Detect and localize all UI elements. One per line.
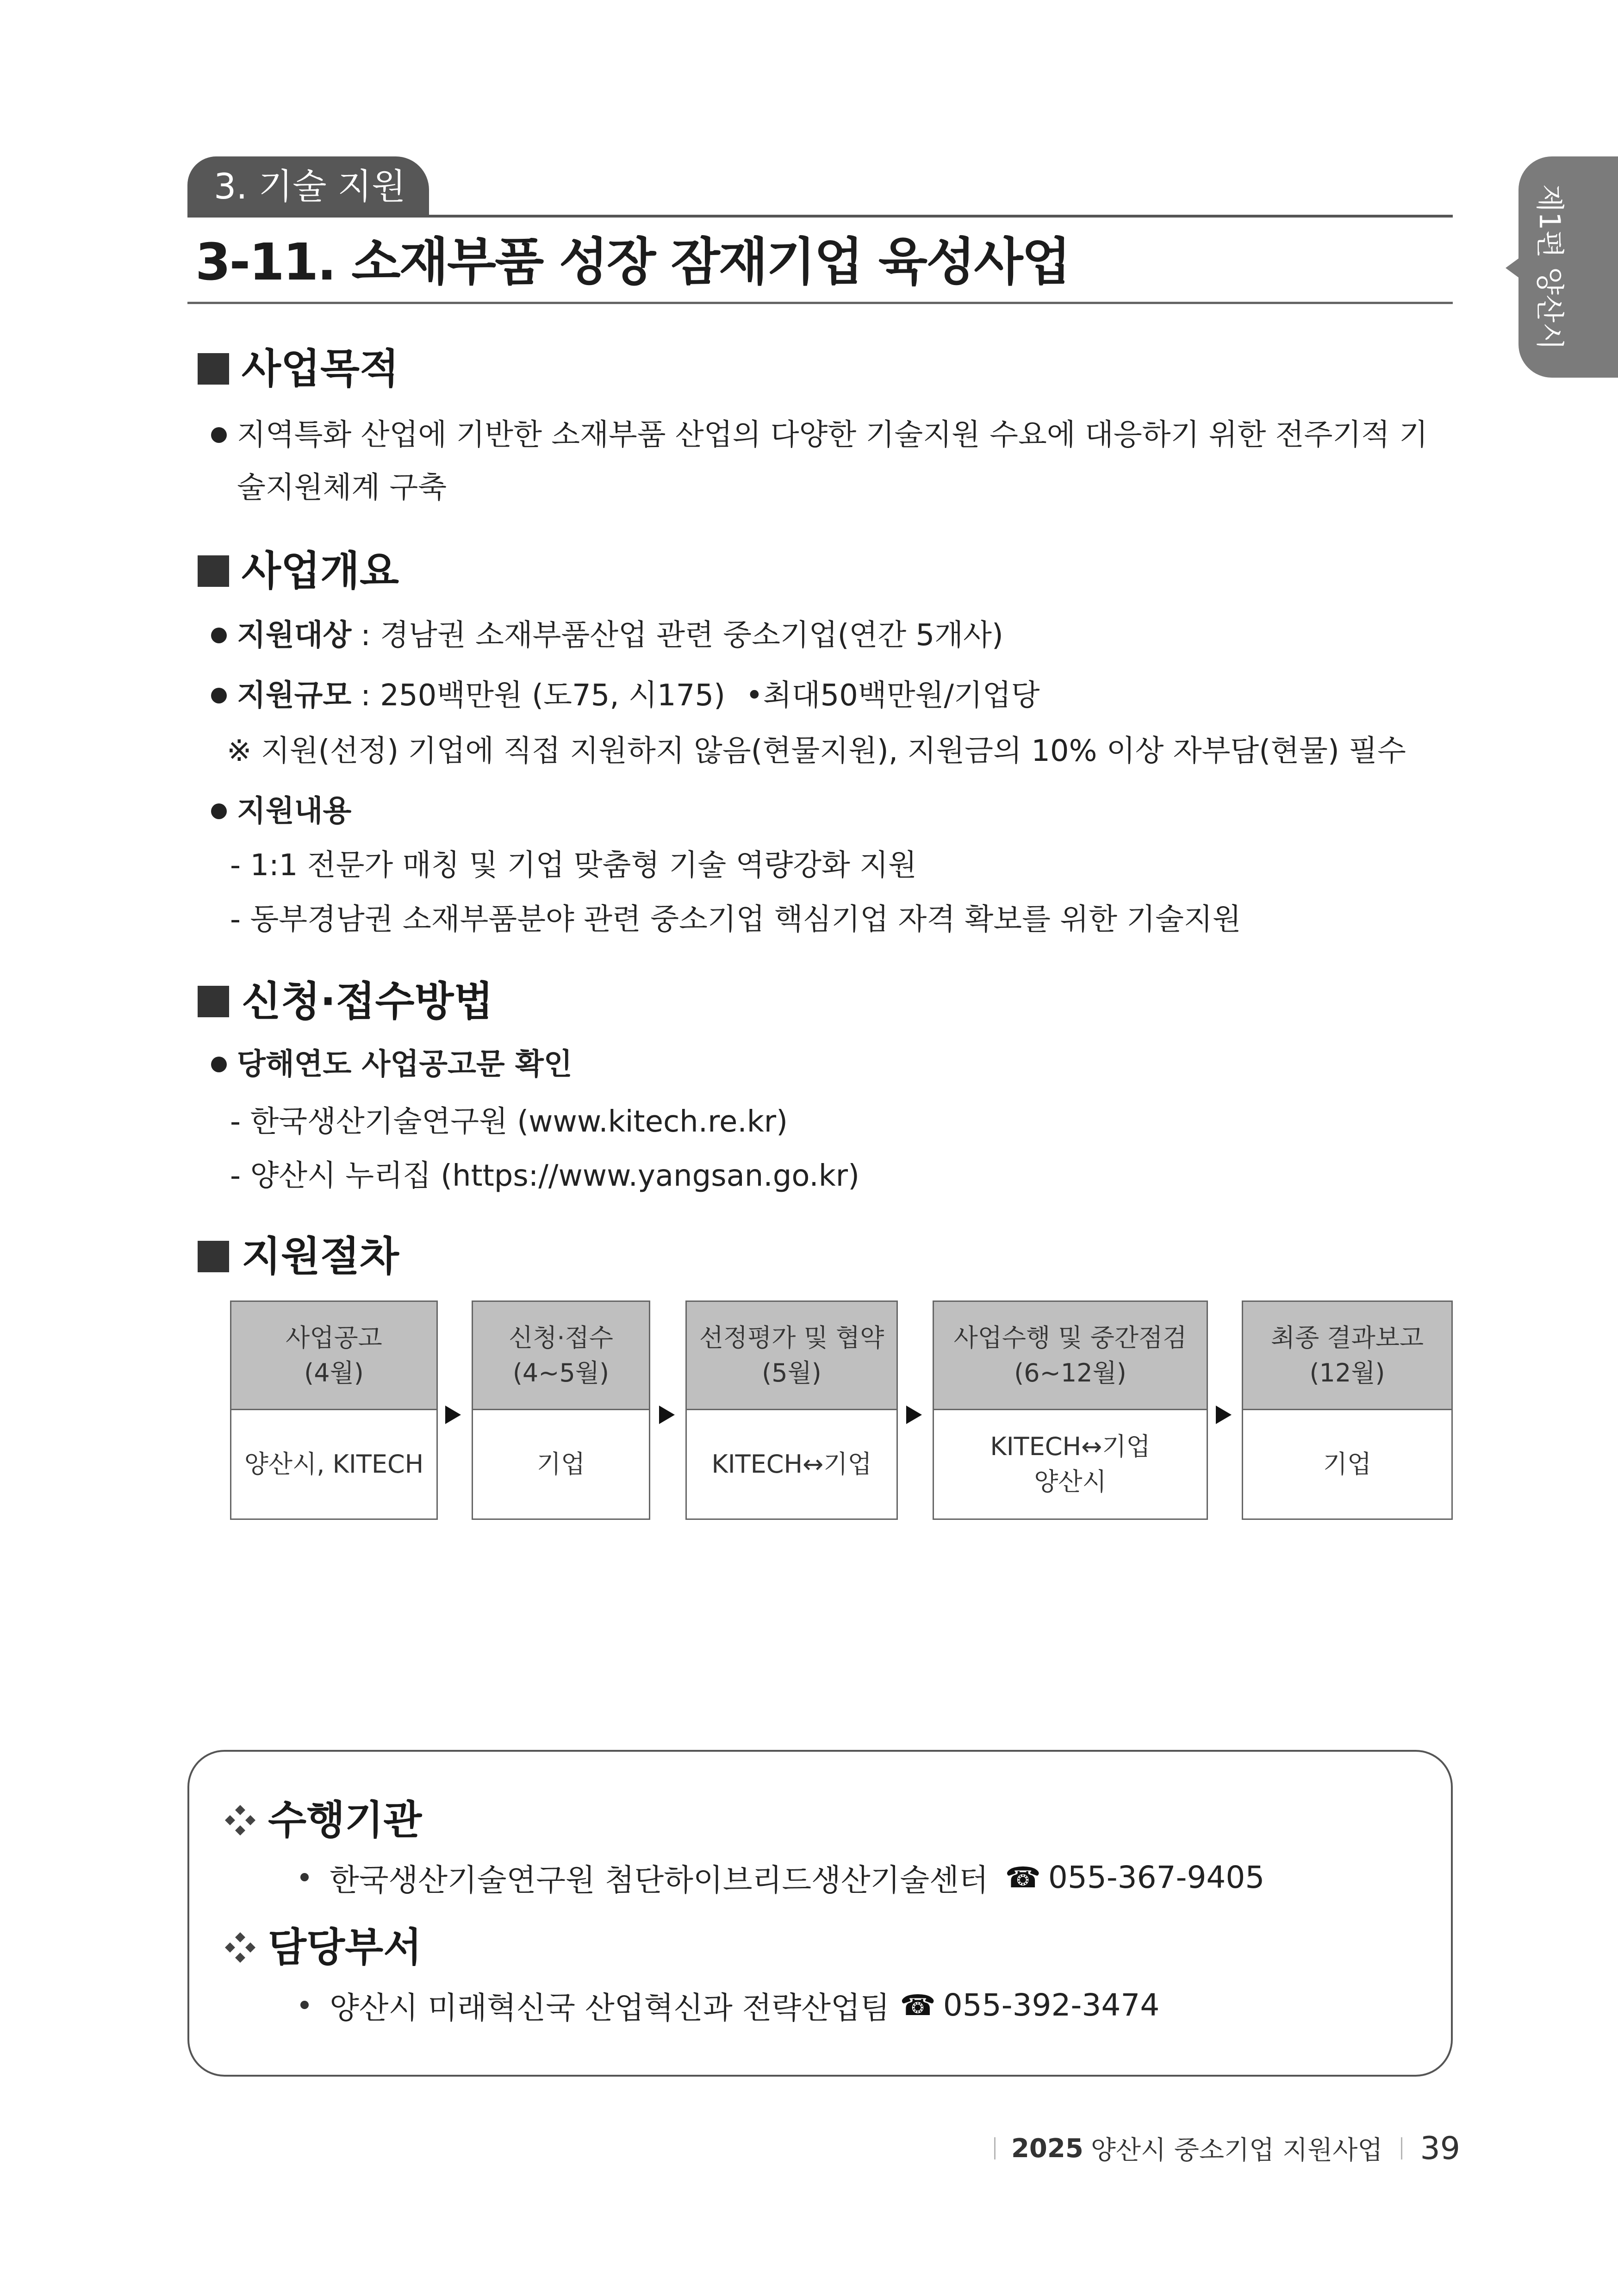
circle-bullet-icon	[211, 427, 227, 443]
step-actor: 양산시, KITECH	[244, 1450, 424, 1479]
circle-bullet-icon	[211, 803, 227, 819]
contact-heading-text: 담당부서	[268, 1924, 422, 1971]
step-actor: KITECH↔기업	[990, 1432, 1151, 1461]
footer-year: 2025	[1011, 2133, 1083, 2164]
step-header	[473, 1302, 649, 1410]
overview-scale-note: •최대50백만원/기업당	[746, 678, 1040, 713]
application-item	[211, 1038, 573, 1091]
phone-icon	[900, 1988, 936, 2022]
procedure-step-3	[685, 1300, 898, 1520]
overview-content-subitem: - 1:1 전문가 매칭 및 기업 맞춤형 기술 역량강화 지원	[230, 848, 917, 883]
section-tab	[187, 156, 429, 217]
step-actors	[1243, 1410, 1451, 1518]
step-period: (4월)	[304, 1358, 364, 1388]
overview-target-line	[237, 609, 1003, 662]
small-bullet-icon	[300, 2001, 309, 2009]
step-header	[1243, 1302, 1451, 1410]
step-title: 선정평가 및 협약	[699, 1323, 884, 1352]
step-actor: 기업	[1323, 1450, 1372, 1479]
section-heading-text: 지원절차	[242, 1232, 399, 1280]
section-heading-overview	[198, 546, 399, 597]
step-actors	[934, 1410, 1207, 1518]
arrow-right-icon	[445, 1406, 461, 1424]
overview-target-text: : 경남권 소재부품산업 관련 중소기업(연간 5개사)	[361, 618, 1003, 653]
footer-separator	[1401, 2137, 1402, 2159]
diamond-bullet-icon	[224, 1931, 256, 1964]
overview-content-subitem: - 동부경남권 소재부품분야 관련 중소기업 핵심기업 자격 확보를 위한 기술지원	[230, 902, 1241, 937]
page-footer	[994, 2130, 1460, 2167]
section-heading-application	[198, 976, 493, 1027]
overview-scale-text: : 250백만원 (도75, 시175)	[361, 678, 726, 713]
contact-heading-agency	[224, 1795, 422, 1846]
step-actors	[687, 1410, 896, 1518]
step-period: (12월)	[1309, 1358, 1385, 1388]
section-heading-procedure	[198, 1231, 399, 1282]
section-heading-text: 사업목적	[242, 345, 399, 392]
circle-bullet-icon	[211, 688, 227, 703]
contact-department-item	[300, 1979, 1159, 2031]
step-title: 사업수행 및 중간점검	[953, 1323, 1187, 1352]
contact-department-name: 양산시 미래혁신국 산업혁신과 전략산업팀	[330, 1990, 890, 2026]
step-header	[934, 1302, 1207, 1410]
circle-bullet-icon	[211, 628, 227, 643]
arrow-right-icon	[1216, 1406, 1232, 1424]
step-actors	[231, 1410, 436, 1518]
step-title: 최종 결과보고	[1270, 1323, 1424, 1352]
contact-department-phone: 055-392-3474	[943, 1987, 1160, 2023]
application-text: 당해연도 사업공고문 확인	[237, 1047, 573, 1082]
procedure-step-5	[1242, 1300, 1453, 1520]
step-header	[687, 1302, 896, 1410]
contact-agency-phone: 055-367-9405	[1048, 1859, 1265, 1895]
step-actor: KITECH↔기업	[711, 1450, 872, 1479]
overview-scale-item	[211, 669, 1039, 722]
section-heading-purpose	[198, 343, 399, 394]
contact-agency-item	[300, 1851, 1264, 1904]
small-bullet-icon	[300, 1873, 309, 1881]
header-rule-bottom	[187, 302, 1453, 304]
overview-scale-line	[237, 669, 1039, 722]
step-actor: 양산시	[1034, 1467, 1107, 1496]
side-chapter-tab	[1518, 156, 1618, 378]
step-period: (6~12월)	[1014, 1358, 1126, 1388]
circle-bullet-icon	[211, 1057, 227, 1072]
contact-heading-text: 수행기관	[268, 1797, 422, 1843]
section-heading-text: 신청·접수방법	[242, 977, 493, 1025]
header-rule-top	[187, 215, 1453, 218]
purpose-item	[211, 409, 1453, 514]
contact-agency-name: 한국생산기술연구원 첨단하이브리드생산기술센터	[330, 1862, 989, 1898]
step-actors	[473, 1410, 649, 1518]
side-chapter-label: 제1편 양산시	[1533, 184, 1567, 350]
step-actor: 기업	[536, 1450, 585, 1479]
section-heading-text: 사업개요	[242, 547, 399, 595]
square-bullet-icon	[198, 1241, 229, 1272]
overview-remark: ※ 지원(선정) 기업에 직접 지원하지 않음(현물지원), 지원금의 10% 이상 자부담(현물) 필수	[227, 734, 1406, 768]
procedure-step-4	[933, 1300, 1208, 1520]
step-period: (4~5월)	[512, 1358, 610, 1388]
contact-heading-department	[224, 1922, 422, 1973]
overview-target-label: 지원대상	[237, 618, 352, 653]
procedure-step-1	[230, 1300, 438, 1520]
overview-content-item	[211, 785, 351, 838]
overview-target-item	[211, 609, 1003, 662]
square-bullet-icon	[198, 353, 229, 385]
application-subitem: - 한국생산기술연구원 (www.kitech.re.kr)	[230, 1105, 788, 1139]
square-bullet-icon	[198, 986, 229, 1017]
arrow-right-icon	[659, 1406, 675, 1424]
step-header	[231, 1302, 436, 1410]
phone-icon	[1005, 1860, 1041, 1894]
overview-scale-label: 지원규모	[237, 678, 352, 713]
application-subitem: - 양산시 누리집 (https://www.yangsan.go.kr)	[230, 1159, 860, 1193]
page-number: 39	[1420, 2130, 1460, 2167]
purpose-text: 지역특화 산업에 기반한 소재부품 산업의 다양한 기술지원 수요에 대응하기 위한 전주기적 기술지원체계 구축	[237, 418, 1428, 505]
footer-title: 양산시 중소기업 지원사업	[1090, 2135, 1383, 2165]
square-bullet-icon	[198, 555, 229, 587]
arrow-right-icon	[906, 1406, 922, 1424]
step-title: 사업공고	[286, 1323, 382, 1352]
side-tab-pointer-icon	[1506, 258, 1519, 278]
footer-separator	[994, 2137, 996, 2159]
page-title: 3-11. 소재부품 성장 잠재기업 육성사업	[195, 232, 1070, 292]
diamond-bullet-icon	[224, 1804, 256, 1836]
procedure-step-2	[472, 1300, 650, 1520]
step-period: (5월)	[762, 1358, 821, 1388]
step-title: 신청·접수	[509, 1323, 613, 1352]
overview-content-label: 지원내용	[237, 794, 352, 828]
section-tab-label: 3. 기술 지원	[214, 166, 406, 207]
